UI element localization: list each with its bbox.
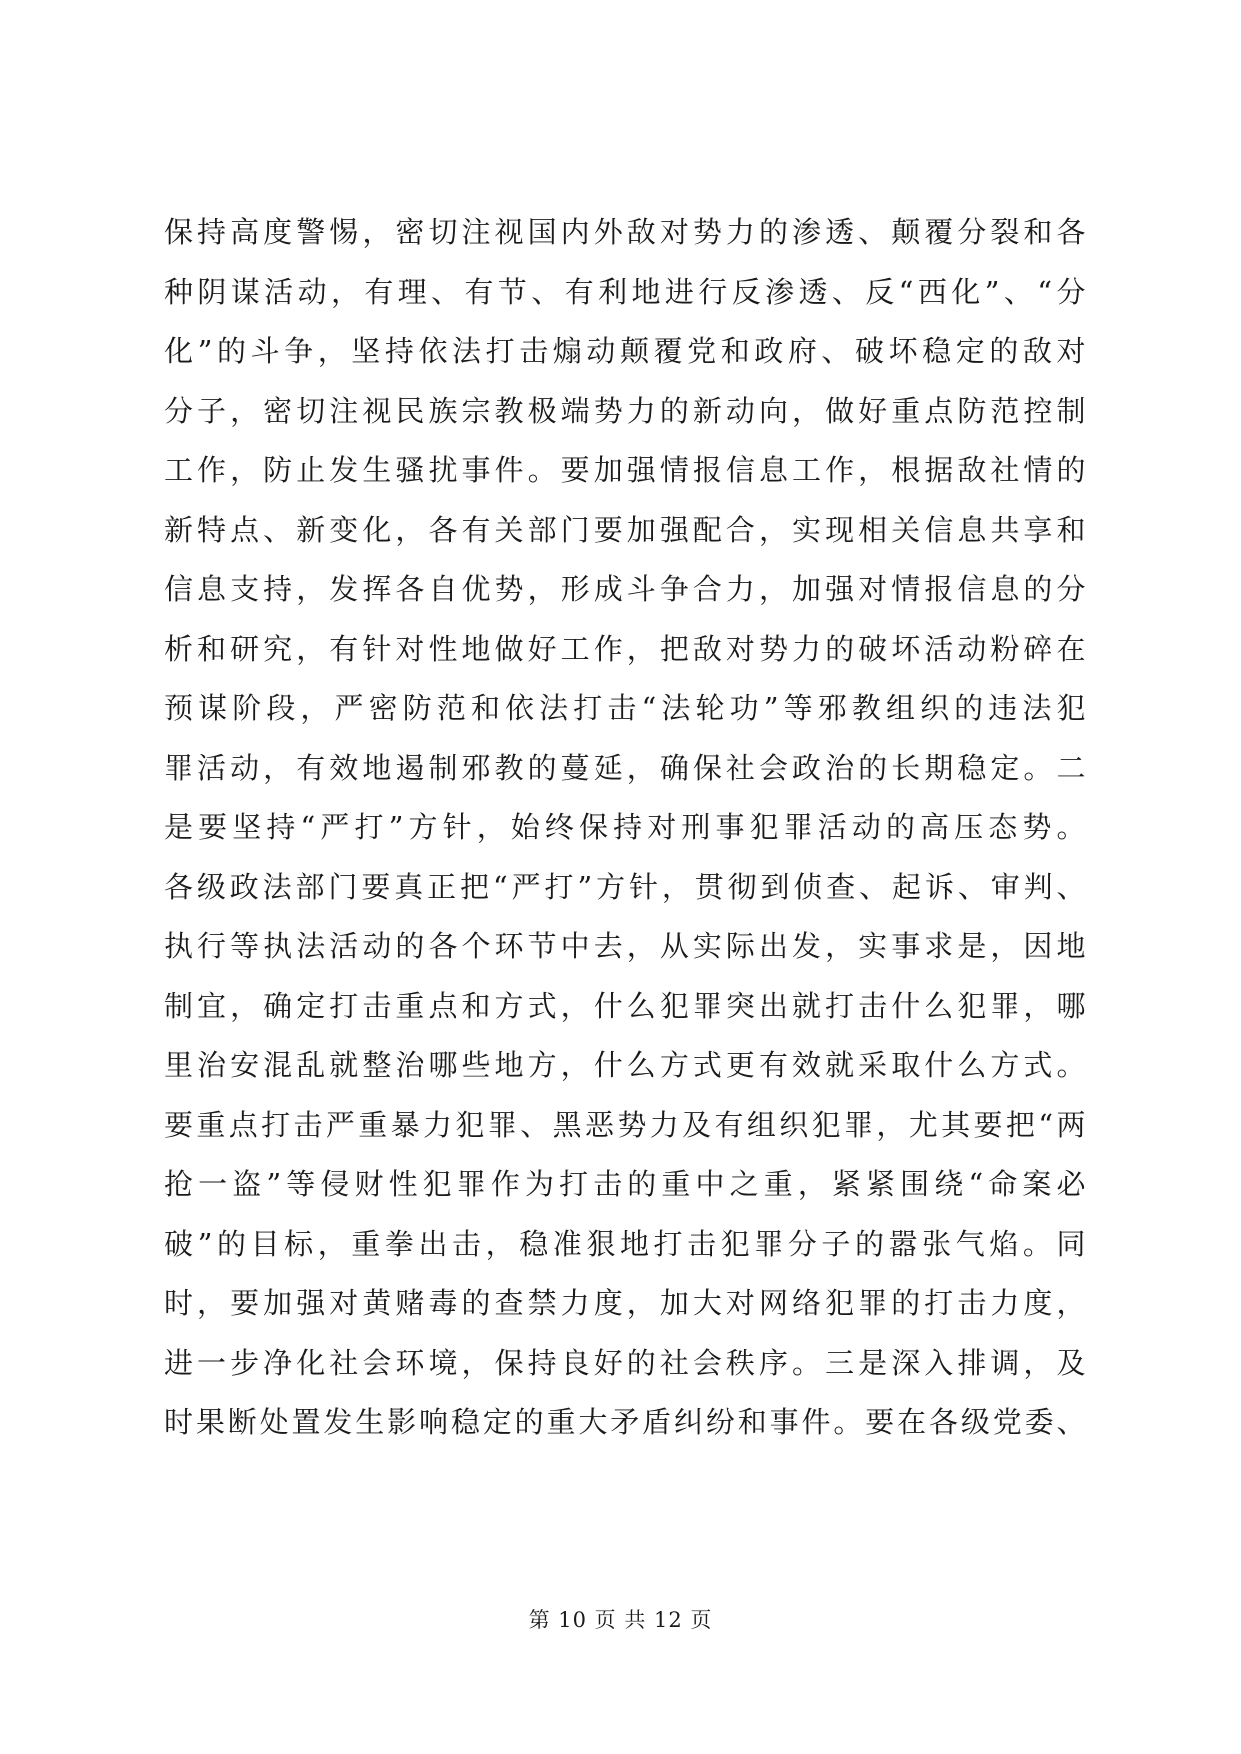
text-line: 种阴谋活动，有理、有节、有利地进行反渗透、反“西化”、“分 [164, 274, 1086, 309]
body-text [164, 203, 1086, 1453]
text-line: 时果断处置发生影响稳定的重大矛盾纠纷和事件。要在各级党委、 [164, 1405, 1086, 1439]
text-line: 保持高度警惕，密切注视国内外敌对势力的渗透、颠覆分裂和各 [164, 215, 1086, 249]
text-line: 罪活动，有效地遏制邪教的蔓延，确保社会政治的长期稳定。二 [164, 750, 1086, 785]
text-line: 各级政法部门要真正把“严打”方针，贯彻到侦查、起诉、审判、 [164, 869, 1086, 904]
text-line: 制宜，确定打击重点和方式，什么犯罪突出就打击什么犯罪，哪 [164, 988, 1086, 1023]
text-line: 分子，密切注视民族宗教极端势力的新动向，做好重点防范控制 [164, 393, 1086, 428]
text-line: 化”的斗争，坚持依法打击煽动颠覆党和政府、破坏稳定的敌对 [164, 334, 1086, 368]
page-number-footer: 第 10 页 共 12 页 [528, 1608, 713, 1632]
text-line: 析和研究，有针对性地做好工作，把敌对势力的破坏活动粉碎在 [164, 631, 1086, 666]
text-line: 抢一盗”等侵财性犯罪作为打击的重中之重，紧紧围绕“命案必 [164, 1167, 1086, 1201]
text-line: 新特点、新变化，各有关部门要加强配合，实现相关信息共享和 [164, 512, 1086, 547]
text-line: 时，要加强对黄赌毒的查禁力度，加大对网络犯罪的打击力度， [164, 1286, 1086, 1320]
text-line: 进一步净化社会环境，保持良好的社会秩序。三是深入排调，及 [164, 1345, 1086, 1380]
text-line: 预谋阶段，严密防范和依法打击“法轮功”等邪教组织的违法犯 [164, 691, 1086, 725]
text-line: 执行等执法活动的各个环节中去，从实际出发，实事求是，因地 [164, 929, 1086, 963]
text-line: 里治安混乱就整治哪些地方，什么方式更有效就采取什么方式。 [164, 1048, 1086, 1082]
text-line: 工作，防止发生骚扰事件。要加强情报信息工作，根据敌社情的 [164, 453, 1086, 487]
text-line: 信息支持，发挥各自优势，形成斗争合力，加强对情报信息的分 [164, 572, 1086, 606]
text-line: 是要坚持“严打”方针，始终保持对刑事犯罪活动的高压态势。 [164, 810, 1086, 844]
text-line: 要重点打击严重暴力犯罪、黑恶势力及有组织犯罪，尤其要把“两 [164, 1107, 1086, 1142]
text-line: 破”的目标，重拳出击，稳准狠地打击犯罪分子的嚣张气焰。同 [164, 1226, 1086, 1261]
